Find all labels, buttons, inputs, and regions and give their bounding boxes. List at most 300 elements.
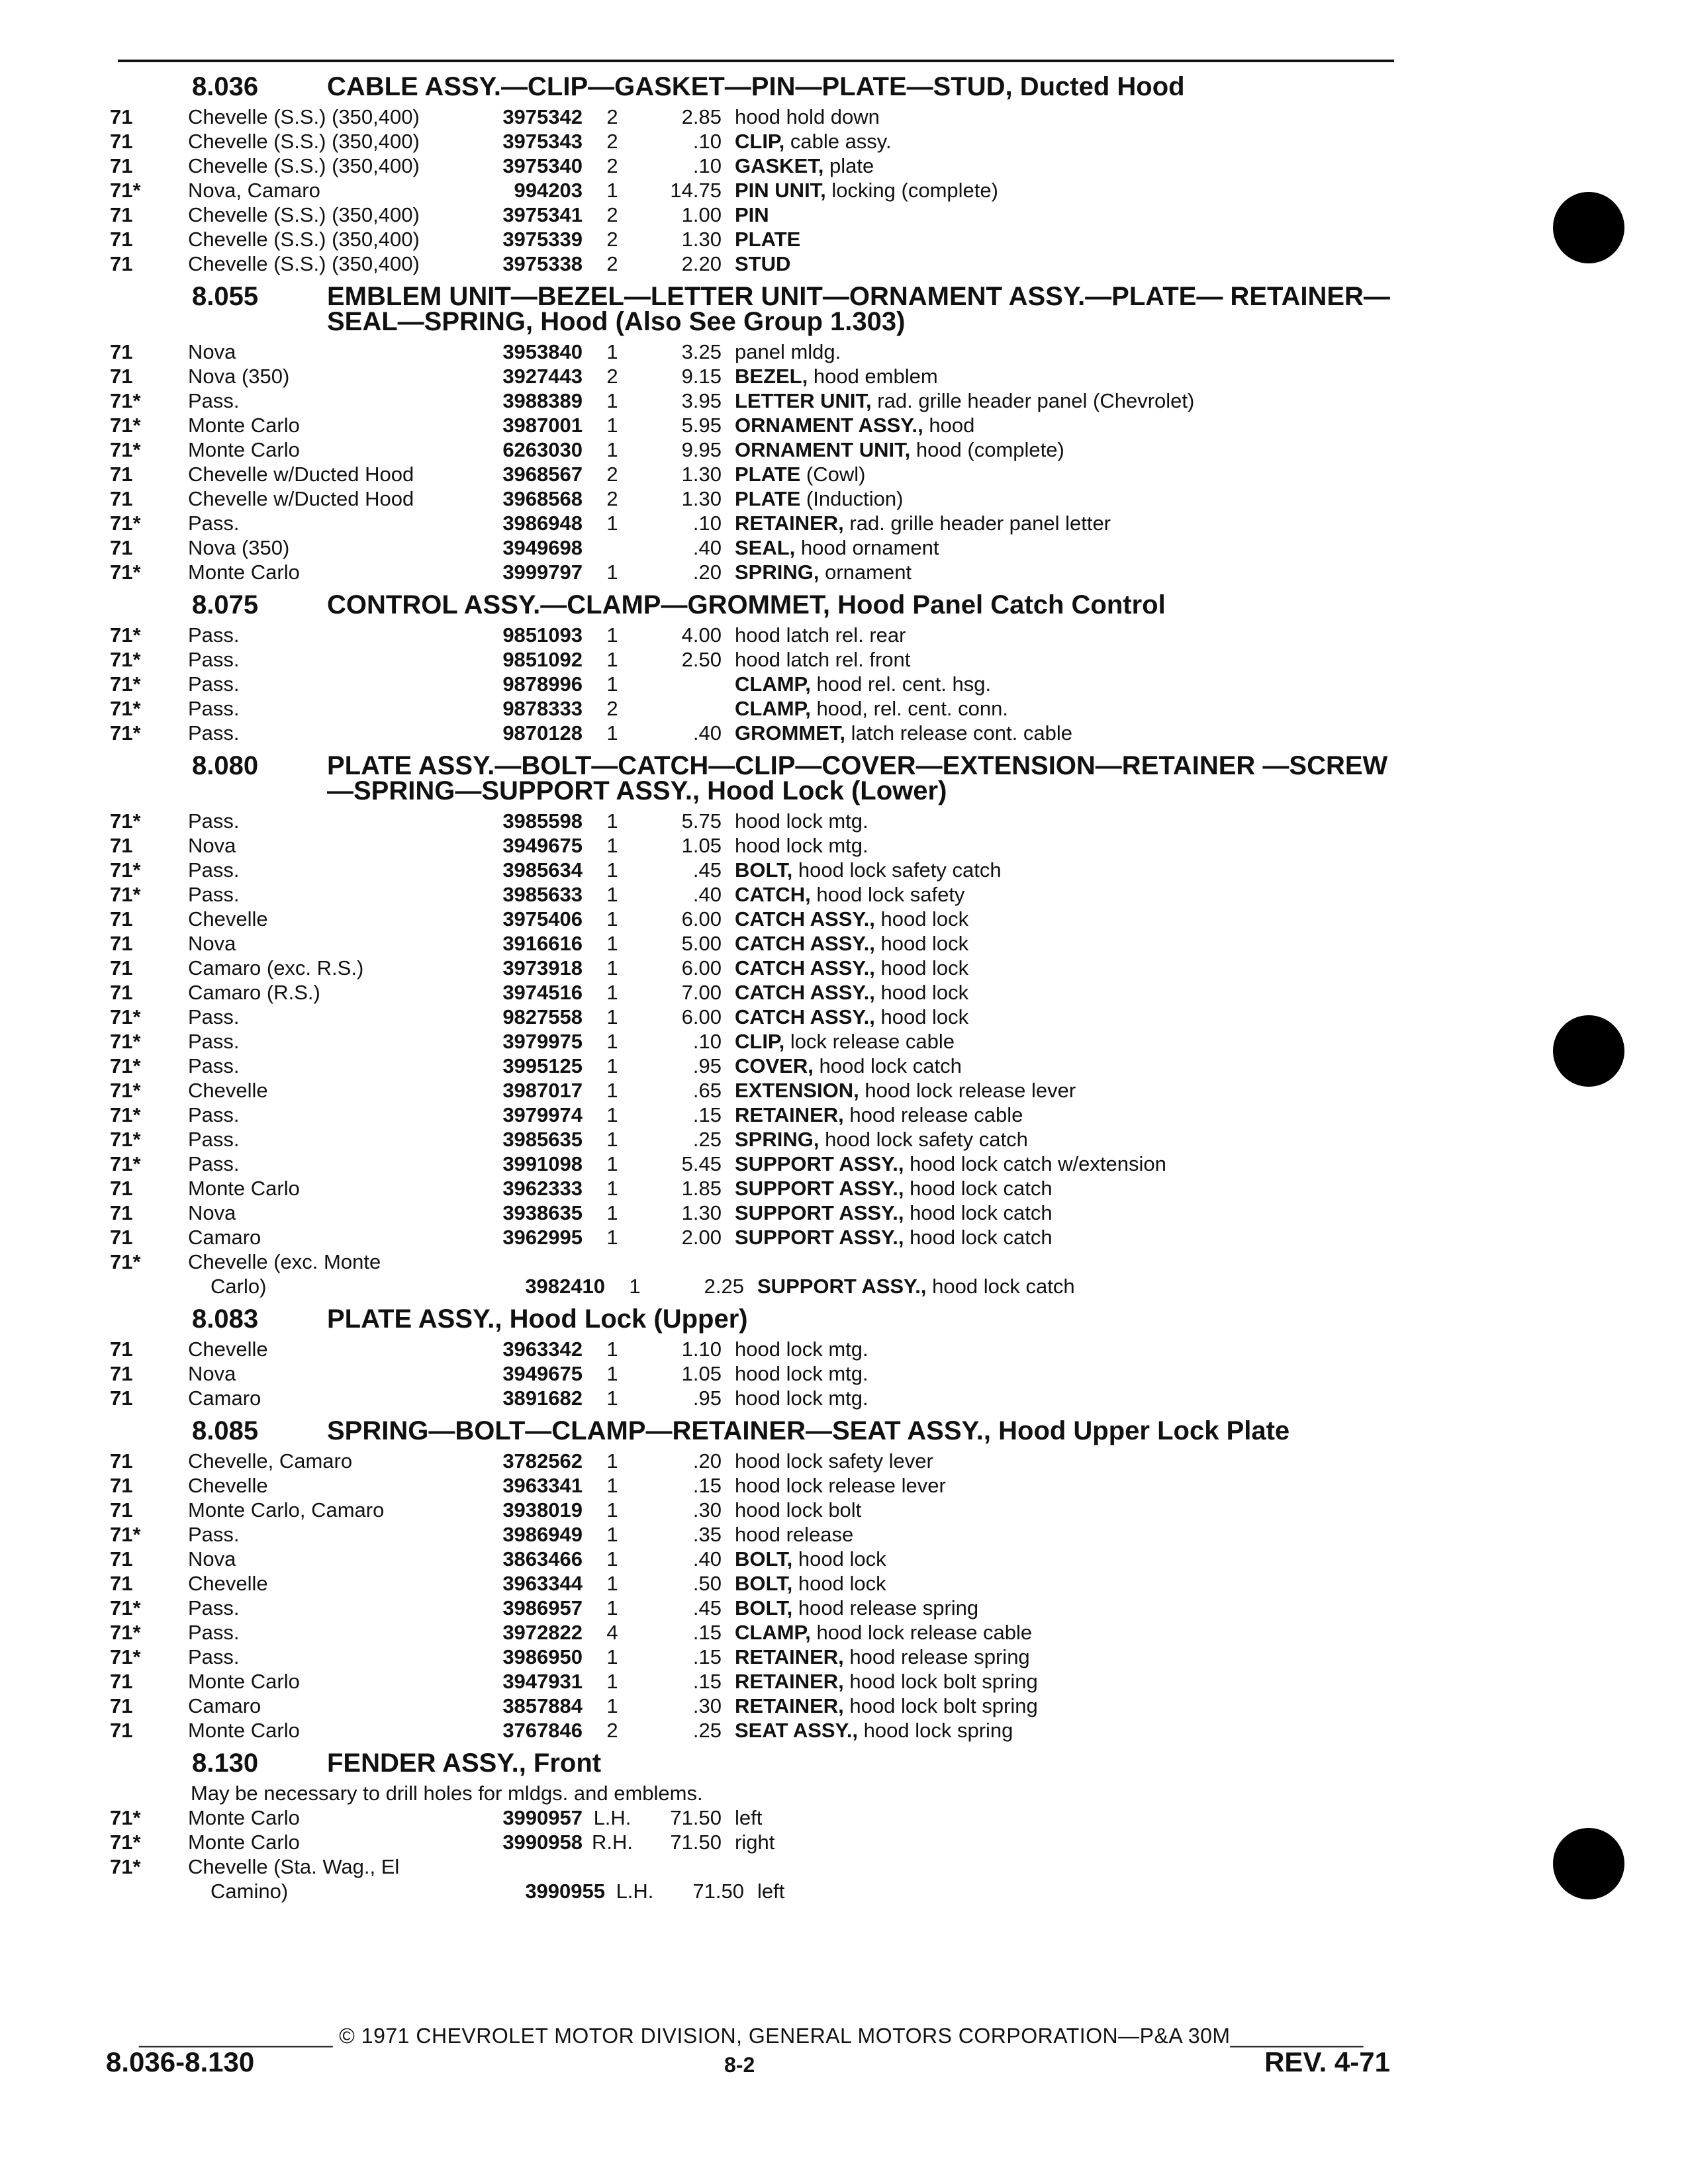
quantity: 1 (606, 1152, 618, 1175)
price: .15 (692, 1645, 722, 1668)
price: 71.50 (670, 1831, 722, 1854)
part-detail: ornament (819, 561, 912, 584)
price: .15 (692, 1621, 722, 1644)
part-detail: hood lock bolt spring (843, 1694, 1038, 1717)
part-number: 3962333 (502, 1177, 583, 1200)
part-name: PLATE (735, 228, 801, 251)
model-name: Chevelle (Sta. Wag., El (188, 1855, 400, 1878)
part-name: PIN (735, 203, 769, 226)
section-number: 8.075 (192, 590, 259, 619)
part-name: ORNAMENT ASSY., (735, 414, 923, 437)
price: 71.50 (692, 1880, 744, 1903)
model-name: Pass. (188, 1103, 240, 1126)
part-row (106, 1522, 1397, 1547)
part-number: 3991098 (502, 1152, 583, 1175)
model-name: Pass. (188, 1054, 240, 1077)
quantity: 1 (606, 858, 618, 882)
model-year: 71 (110, 463, 133, 486)
model-name: Chevelle (S.S.) (350,400) (188, 203, 420, 226)
part-description (735, 809, 1397, 833)
model-year: 71 (110, 834, 133, 857)
part-row (106, 486, 1397, 511)
part-number: 3949698 (502, 536, 583, 559)
part-detail: hood lock (874, 907, 969, 931)
part-row (106, 647, 1397, 672)
model-name: Nova (188, 1362, 236, 1385)
part-row (106, 809, 1397, 833)
part-detail: rad. grille header panel letter (843, 512, 1111, 535)
quantity: 2 (606, 365, 618, 388)
part-description (735, 1361, 1397, 1386)
part-detail: hood lock catch (904, 1177, 1053, 1200)
part-name: CLAMP, (735, 1621, 811, 1644)
price: 5.00 (681, 932, 722, 955)
section-title: CONTROL ASSY.—CLAMP—GROMMET, Hood Panel Catch Control (327, 590, 1166, 619)
part-detail: plate (823, 154, 874, 177)
part-name: SUPPORT ASSY., (735, 1226, 904, 1249)
part-number: 3891682 (502, 1387, 583, 1410)
model-name: Chevelle (188, 1338, 268, 1361)
part-description (735, 1029, 1397, 1054)
price: .45 (692, 858, 722, 882)
model-name: Monte Carlo (188, 1806, 300, 1829)
part-row (106, 907, 1397, 931)
model-year: 71* (110, 1855, 141, 1878)
quantity: 2 (606, 130, 618, 153)
model-year: 71 (110, 1177, 133, 1200)
quantity: 1 (606, 956, 618, 979)
section-title: EMBLEM UNIT—BEZEL—LETTER UNIT—ORNAMENT ASSY.—PLATE— RETAINER—SEAL—SPRING, Hood (Also See Group 1.303) (327, 282, 1390, 336)
section-title: PLATE ASSY.—BOLT—CATCH—CLIP—COVER—EXTENSION—RETAINER —SCREW—SPRING—SUPPORT ASSY., Hood Lock (Lower) (327, 751, 1388, 805)
part-row (106, 462, 1397, 486)
part-number: 3979975 (502, 1030, 583, 1053)
model-year: 71 (110, 1719, 133, 1742)
model-name: Pass. (188, 1645, 240, 1668)
model-year: 71 (110, 1449, 133, 1473)
part-name: GROMMET, (735, 721, 846, 745)
model-year: 71* (110, 1005, 141, 1028)
part-row (106, 511, 1397, 535)
price: 1.05 (681, 834, 722, 857)
part-detail: hood release (735, 1523, 854, 1546)
part-row (106, 364, 1397, 388)
quantity: 1 (606, 1387, 618, 1410)
model-year: 71 (110, 1362, 133, 1385)
section-header (106, 284, 1397, 334)
model-year: 71* (110, 1596, 141, 1619)
model-name: Monte Carlo (188, 414, 300, 437)
part-detail: cable assy. (784, 130, 892, 153)
model-year: 71* (110, 697, 141, 720)
part-row (106, 672, 1397, 696)
part-description (735, 1522, 1397, 1547)
price: 6.00 (681, 956, 722, 979)
model-year: 71 (110, 154, 133, 177)
part-detail: lock release cable (784, 1030, 955, 1053)
part-detail: hood lock catch (904, 1226, 1053, 1249)
part-name: BOLT, (735, 1572, 793, 1595)
part-detail: hood lock catch (904, 1201, 1053, 1224)
section-number: 8.083 (192, 1304, 259, 1334)
part-name: GASKET, (735, 154, 824, 177)
part-detail: right (735, 1831, 775, 1854)
quantity: 1 (606, 1362, 618, 1385)
part-name: CLIP, (735, 1030, 785, 1053)
part-row (106, 535, 1397, 560)
part-name: CATCH ASSY., (735, 956, 875, 979)
part-name: CLIP, (735, 130, 785, 153)
quantity: 1 (606, 438, 618, 461)
part-number: 3947931 (502, 1670, 583, 1693)
model-year: 71* (110, 1054, 141, 1077)
part-name: SPRING, (735, 1128, 820, 1151)
model-name: Camino) (211, 1880, 289, 1903)
quantity: 1 (606, 561, 618, 584)
section-header (106, 74, 1397, 99)
catalog-section (106, 1751, 1397, 1903)
price: .65 (692, 1079, 722, 1102)
price: 1.85 (681, 1177, 722, 1200)
quantity: 1 (606, 834, 618, 857)
part-row (106, 1854, 1397, 1879)
part-detail: hood lock catch w/extension (904, 1152, 1166, 1175)
model-year: 71* (110, 1103, 141, 1126)
model-year: 71* (110, 1030, 141, 1053)
part-detail: hood emblem (808, 365, 938, 388)
part-row (106, 1005, 1397, 1029)
part-detail: hood lock (874, 981, 969, 1004)
model-name: Pass. (188, 672, 240, 696)
model-year: 71* (110, 1831, 141, 1854)
part-row (106, 1498, 1397, 1522)
model-name: Pass. (188, 883, 240, 906)
part-description (735, 980, 1397, 1005)
part-row (106, 105, 1397, 129)
model-name: Nova (188, 932, 236, 955)
quantity: R.H. (592, 1831, 633, 1854)
part-detail: (Cowl) (800, 463, 866, 486)
part-number: 9878333 (502, 697, 583, 720)
part-number: 3968568 (502, 487, 583, 510)
model-year: 71 (110, 365, 133, 388)
part-description (735, 203, 1397, 227)
quantity: L.H. (616, 1880, 654, 1903)
quantity: 2 (606, 203, 618, 226)
quantity: 1 (606, 1005, 618, 1028)
section-title: SPRING—BOLT—CLAMP—RETAINER—SEAT ASSY., Hood Upper Lock Plate (327, 1416, 1290, 1445)
model-year: 71* (110, 1250, 141, 1273)
model-name: Chevelle (S.S.) (350,400) (188, 130, 420, 153)
quantity: 1 (606, 1498, 618, 1522)
quantity: 1 (606, 1449, 618, 1473)
model-year: 71* (110, 414, 141, 437)
part-row (106, 1547, 1397, 1571)
part-row (106, 251, 1397, 276)
part-description (735, 1571, 1397, 1596)
part-row (106, 129, 1397, 154)
part-detail: hood (923, 414, 975, 437)
part-name: CATCH ASSY., (735, 932, 875, 955)
quantity: 1 (606, 1201, 618, 1224)
model-name: Pass. (188, 623, 240, 647)
part-description (735, 956, 1397, 980)
price: .10 (692, 512, 722, 535)
part-description (735, 340, 1397, 364)
part-description (735, 413, 1397, 437)
model-name: Chevelle (188, 907, 268, 931)
part-number: 3986950 (502, 1645, 583, 1668)
model-name: Pass. (188, 721, 240, 745)
model-year: 71* (110, 809, 141, 833)
price: 71.50 (670, 1806, 722, 1829)
model-name: Camaro (R.S.) (188, 981, 320, 1004)
part-detail: hood lock mtg. (735, 834, 868, 857)
part-detail: hood release spring (843, 1645, 1030, 1668)
model-name: Camaro (exc. R.S.) (188, 956, 364, 979)
quantity: 1 (606, 809, 618, 833)
part-number: 9851093 (502, 623, 583, 647)
part-number: 3986949 (502, 1523, 583, 1546)
part-number: 994203 (514, 179, 583, 202)
price: 1.10 (681, 1338, 722, 1361)
part-detail: hood lock catch (813, 1054, 962, 1077)
part-description (735, 1386, 1397, 1410)
part-description (735, 931, 1397, 956)
model-name: Pass. (188, 1621, 240, 1644)
section-title: FENDER ASSY., Front (327, 1749, 602, 1778)
part-name: BOLT, (735, 1596, 793, 1619)
price: .25 (692, 1719, 722, 1742)
part-detail: hood lock (874, 956, 969, 979)
quantity: 1 (606, 179, 618, 202)
model-name: Chevelle, Camaro (188, 1449, 353, 1473)
model-year: 71 (110, 1338, 133, 1361)
quantity: 2 (606, 105, 618, 128)
model-year: 71 (110, 252, 133, 275)
part-number: 3985598 (502, 809, 583, 833)
part-description (735, 129, 1397, 154)
part-description (735, 1596, 1397, 1620)
part-name: STUD (735, 252, 791, 275)
catalog-section (106, 74, 1397, 276)
price: 3.95 (681, 389, 722, 412)
part-row (106, 1250, 1397, 1274)
part-description (735, 388, 1397, 413)
price: .25 (692, 1128, 722, 1151)
quantity: 2 (606, 487, 618, 510)
copyright-line (106, 2024, 1397, 2048)
section-number: 8.036 (192, 72, 259, 101)
part-number: 3938635 (502, 1201, 583, 1224)
catalog-section (106, 1306, 1397, 1410)
model-year: 71 (110, 1201, 133, 1224)
part-detail: hood lock mtg. (735, 1362, 868, 1385)
price: .20 (692, 561, 722, 584)
part-description (735, 535, 1397, 560)
part-detail: hood lock catch (926, 1275, 1075, 1298)
part-detail: hood, rel. cent. conn. (810, 697, 1008, 720)
price: 1.05 (681, 1362, 722, 1385)
part-row (106, 882, 1397, 907)
model-name: Chevelle (S.S.) (350,400) (188, 105, 420, 128)
model-year: 71 (110, 1474, 133, 1497)
quantity: 1 (606, 1079, 618, 1102)
model-name: Monte Carlo (188, 1831, 300, 1854)
quantity: 1 (606, 1670, 618, 1693)
part-name: SEAL, (735, 536, 796, 559)
price: .30 (692, 1498, 722, 1522)
part-number: 3975343 (502, 130, 583, 153)
price: .95 (692, 1054, 722, 1077)
part-description (735, 1473, 1397, 1498)
quantity: 1 (606, 1523, 618, 1546)
model-year: 71* (110, 1128, 141, 1151)
quantity: 1 (606, 340, 618, 363)
part-row (106, 1176, 1397, 1201)
part-name: SUPPORT ASSY., (757, 1275, 927, 1298)
price: .45 (692, 1596, 722, 1619)
part-name: PLATE (735, 487, 801, 510)
section-number: 8.080 (192, 751, 259, 780)
model-name: Pass. (188, 389, 240, 412)
section-header (106, 1751, 1397, 1776)
quantity: 1 (606, 1572, 618, 1595)
part-description (735, 1669, 1397, 1694)
quantity: 1 (606, 648, 618, 671)
price: 9.95 (681, 438, 722, 461)
model-year: 71* (110, 721, 141, 745)
part-detail: hood lock mtg. (735, 1338, 868, 1361)
quantity: 1 (606, 1338, 618, 1361)
part-row (106, 340, 1397, 364)
model-year: 71 (110, 1547, 133, 1570)
part-row (106, 1225, 1397, 1250)
part-description (735, 696, 1397, 721)
part-description (735, 178, 1397, 203)
part-number: 3963344 (502, 1572, 583, 1595)
model-name: Nova (188, 834, 236, 857)
part-name: RETAINER, (735, 1694, 844, 1717)
price: .50 (692, 1572, 722, 1595)
punch-hole (1553, 1828, 1624, 1899)
part-number: 3999797 (502, 561, 583, 584)
price: .10 (692, 130, 722, 153)
part-description (735, 486, 1397, 511)
model-year: 71 (110, 1670, 133, 1693)
part-row (106, 1830, 1397, 1854)
part-detail: hood (complete) (910, 438, 1064, 461)
part-number: 3975339 (502, 228, 583, 251)
model-name: Nova (350) (188, 536, 290, 559)
price: .10 (692, 1030, 722, 1053)
part-row (106, 1127, 1397, 1152)
price: 6.00 (681, 1005, 722, 1028)
quantity: 2 (606, 228, 618, 251)
part-description (735, 511, 1397, 535)
part-description (735, 882, 1397, 907)
part-row (106, 1449, 1397, 1473)
part-number: 3987001 (502, 414, 583, 437)
price: 2.00 (681, 1226, 722, 1249)
part-row (106, 931, 1397, 956)
part-row (106, 1805, 1397, 1830)
part-detail: hood lock safety catch (792, 858, 1002, 882)
model-year: 71 (110, 1498, 133, 1522)
price: .15 (692, 1670, 722, 1693)
part-number: 3995125 (502, 1054, 583, 1077)
price: .40 (692, 536, 722, 559)
model-name: Monte Carlo (188, 438, 300, 461)
quantity: 2 (606, 697, 618, 720)
part-number: 3985633 (502, 883, 583, 906)
model-year: 71 (110, 130, 133, 153)
part-detail: left (735, 1806, 763, 1829)
model-year: 71 (110, 1694, 133, 1717)
model-name: Pass. (188, 1523, 240, 1546)
part-number: 9851092 (502, 648, 583, 671)
part-row (106, 1669, 1397, 1694)
part-row (106, 1596, 1397, 1620)
model-year: 71 (110, 956, 133, 979)
part-detail: hood lock safety (810, 883, 965, 906)
part-row (106, 203, 1397, 227)
page-number: 8-2 (724, 2053, 755, 2077)
part-detail: latch release cont. cable (845, 721, 1072, 745)
catalog-section (106, 284, 1397, 584)
part-detail: hood release cable (843, 1103, 1023, 1126)
part-number: 3982410 (525, 1275, 605, 1298)
quantity: 1 (606, 414, 618, 437)
part-name: RETAINER, (735, 1645, 844, 1668)
part-name: SEAT ASSY., (735, 1719, 859, 1742)
section-note: May be necessary to drill holes for mldgs. and emblems. (191, 1782, 703, 1805)
quantity: 4 (606, 1621, 618, 1644)
part-row (106, 437, 1397, 462)
model-name: Pass. (188, 648, 240, 671)
punch-hole (1553, 192, 1624, 263)
price: 1.30 (681, 463, 722, 486)
part-description (735, 623, 1397, 647)
quantity: 1 (606, 1596, 618, 1619)
part-row (106, 178, 1397, 203)
part-description (735, 364, 1397, 388)
quantity: 2 (606, 154, 618, 177)
quantity: 1 (606, 907, 618, 931)
part-row (106, 388, 1397, 413)
quantity: 1 (606, 389, 618, 412)
part-name: CLAMP, (735, 672, 811, 696)
quantity: 1 (606, 883, 618, 906)
copyright-text: © 1971 CHEVROLET MOTOR DIVISION, GENERAL MOTORS CORPORATION—P&A 30M (339, 2024, 1231, 2048)
part-description (735, 251, 1397, 276)
part-detail: hood latch rel. rear (735, 623, 906, 647)
quantity: 1 (606, 672, 618, 696)
model-name: Nova (188, 1201, 236, 1224)
model-name: Camaro (188, 1694, 261, 1717)
quantity: L.H. (593, 1806, 632, 1829)
part-row (106, 1718, 1397, 1743)
part-number: 9870128 (502, 721, 583, 745)
model-year: 71 (110, 536, 133, 559)
price: 1.30 (681, 228, 722, 251)
quantity: 2 (606, 1719, 618, 1742)
part-detail: panel mldg. (735, 340, 841, 363)
quantity: 1 (606, 1474, 618, 1497)
part-name: COVER, (735, 1054, 814, 1077)
price: 2.50 (681, 648, 722, 671)
part-description (735, 1805, 1397, 1830)
part-row (106, 1571, 1397, 1596)
